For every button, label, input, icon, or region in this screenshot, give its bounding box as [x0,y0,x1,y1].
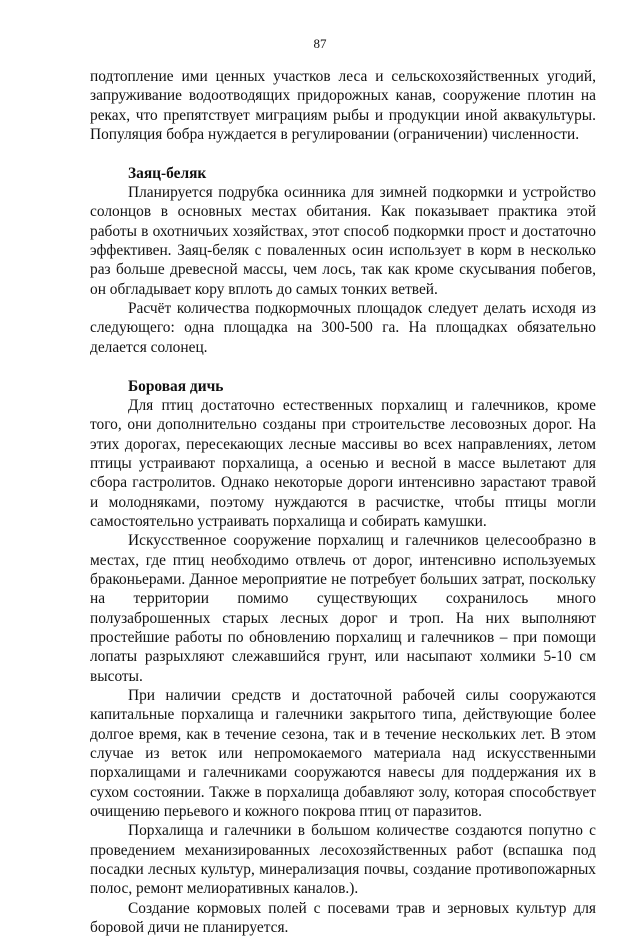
paragraph-hare-feeding: Планируется подрубка осинника для зимней подкормки и устройство солонцов в основных местах обитания. Как показывает практика этой работы в охотничьих хозяйствах, этот способ подкормки прост и достаточно эффективен. Заяц-беляк с поваленных осин использует в корм в несколько раз больше древесной массы, чем лось, так как кроме скусывания побегов, он обгладывает кору вплоть до самых тонких ветвей. [90,184,596,298]
paragraph-game-natural: Для птиц достаточно естественных порхалищ и галечников, кроме того, они дополнительно созданы при строительстве лесовозных дорог. На этих дорогах, пересекающих лесные массивы во всех направлениях, летом птицы устраивают порхалища, а осенью и весной в массе вылетают для сбора гастролитов. Однако некоторые дороги интенсивно зарастают травой и молодняками, поэтому нуждаются в расчистке, чтобы птицы могли самостоятельно устраивать порхалища и собирать камушки. [90,396,596,530]
page-number: 87 [313,36,327,51]
paragraph-game-mechanized: Порхалища и галечники в большом количестве создаются попутно с проведением механизированных лесохозяйственных работ (вспашка под посадки лесных культур, минерализация почвы, создание противопожарных полос, ремонт мелиоративных каналов.). [90,822,596,898]
paragraph-game-capital: При наличии средств и достаточной рабочей силы сооружаются капитальные порхалища и галечники закрытого типа, действующие более долгое время, как в течение сезона, так и в течение нескольких лет. В этом случае из веток или непромокаемого материала над искусственными порхалищами и галечниками сооружаются навесы для поддержания их в сухом состоянии. Также в порхалища добавляют золу, которая способствует очищению перьевого и кожного покрова птиц от паразитов. [90,687,596,821]
document-body [90,67,596,937]
paragraph-game-artificial: Искусственное сооружение порхалищ и галечников целесообразно в местах, где птиц необходимо отвлечь от дорог, интенсивно используемых браконьерами. Данное мероприятие не потребует больших затрат, поскольку на территории помимо существующих сохранилось много полузаброшенных старых лесных дорог и троп. На них выполняют простейшие работы по обновлению порхалищ и галечников – при помощи лопаты разрыхляют слежавшийся грунт, или насыпают холмики 5-10 см высоты. [90,532,596,685]
section-gap [90,357,596,376]
paragraph-beaver-regulation: подтопление ими ценных участков леса и сельскохозяйственных угодий, запруживание водоотводящих придорожных канав, сооружение плотин на реках, что препятствует миграциям рыбы и продукции иной аквакультуры. Популяция бобра нуждается в регулировании (ограничении) численности. [90,68,596,144]
paragraph-hare-sites: Расчёт количества подкормочных площадок следует делать исходя из следующего: одна площадка на 300-500 га. На площадках обязательно делается солонец. [90,300,596,356]
heading-hare: Заяц-беляк [128,164,207,182]
paragraph-game-fields: Создание кормовых полей с посевами трав и зерновых культур для боровой дичи не планируется. [90,899,596,937]
heading-game-birds: Боровая дичь [128,377,224,395]
section-gap [90,144,596,163]
